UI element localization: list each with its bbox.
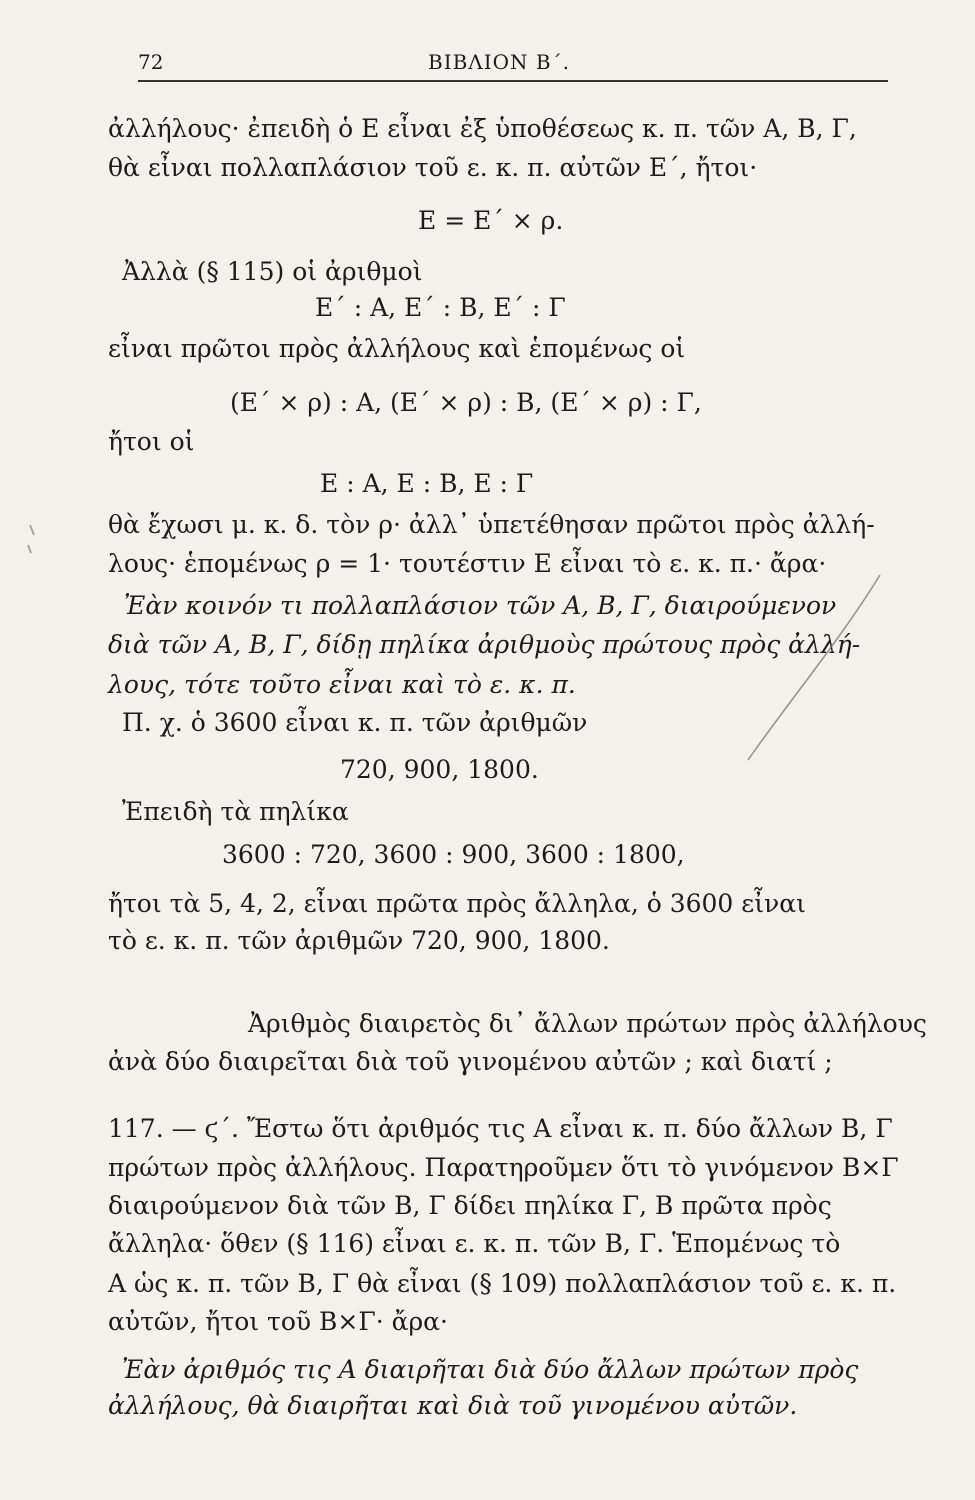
equation-line: 3600 : 720, 3600 : 900, 3600 : 1800, — [222, 840, 685, 869]
text-line: Α ὡς κ. π. τῶν Β, Γ θὰ εἶναι (§ 109) πολλαπλάσιον τοῦ ε. κ. π. — [108, 1269, 897, 1298]
page-number: 72 — [138, 50, 164, 74]
text-line: αὐτῶν, ἤτοι τοῦ Β×Γ· ἄρα· — [108, 1307, 448, 1336]
text-line: ἤτοι τὰ 5, 4, 2, εἶναι πρῶτα πρὸς ἄλληλα, ὁ 3600 εἶναι — [108, 889, 806, 918]
section-start-line: 117. — ϛ΄. Ἔστω ὅτι ἀριθμός τις Α εἶναι κ. π. δύο ἄλλων Β, Γ — [108, 1114, 893, 1143]
equation-line: Ε : Α, Ε : Β, Ε : Γ — [320, 469, 534, 498]
text-line: ἄλληλα· ὅθεν (§ 116) εἶναι ε. κ. π. τῶν Β, Γ. Ἑπομένως τὸ — [108, 1229, 841, 1258]
text-line: Ἀλλὰ (§ 115) οἱ ἀριθμοὶ — [122, 257, 423, 286]
text-line: διαιρούμενον διὰ τῶν Β, Γ δίδει πηλίκα Γ, Β πρῶτα πρὸς — [108, 1191, 832, 1220]
theorem-line: ἀλλήλους, θὰ διαιρῆται καὶ διὰ τοῦ γινομένου αὐτῶν. — [108, 1391, 798, 1420]
text-line: τὸ ε. κ. π. τῶν ἀριθμῶν 720, 900, 1800. — [108, 926, 610, 955]
exercise-line: Ἀριθμὸς διαιρετὸς δι᾽ ἄλλων πρώτων πρὸς ἀλλήλους — [248, 1009, 927, 1038]
text-line: Ἐπειδὴ τὰ πηλίκα — [122, 797, 349, 826]
exercise-line: ἀνὰ δύο διαιρεῖται διὰ τοῦ γινομένου αὐτῶν ; καὶ διατί ; — [108, 1047, 833, 1076]
text-line: Π. χ. ὁ 3600 εἶναι κ. π. τῶν ἀριθμῶν — [122, 708, 588, 737]
text-line: θὰ εἶναι πολλαπλάσιον τοῦ ε. κ. π. αὐτῶν Ε΄, ἤτοι· — [108, 153, 758, 182]
text-line: ἀλλήλους· ἐπειδὴ ὁ Ε εἶναι ἐξ ὑποθέσεως κ. π. τῶν Α, Β, Γ, — [108, 114, 857, 143]
page-header — [138, 44, 888, 82]
theorem-line: διὰ τῶν Α, Β, Γ, δίδῃ πηλίκα ἀριθμοὺς πρώτους πρὸς ἀλλή- — [108, 630, 861, 659]
equation-line: Ε = Ε΄ × ρ. — [418, 206, 564, 235]
text-line: λους· ἑπομένως ρ = 1· τουτέστιν Ε εἶναι τὸ ε. κ. π.· ἄρα· — [108, 549, 827, 578]
theorem-line: Ἐὰν ἀριθμός τις Α διαιρῆται διὰ δύο ἄλλων πρώτων πρὸς — [122, 1355, 859, 1384]
theorem-line: λους, τότε τοῦτο εἶναι καὶ τὸ ε. κ. π. — [108, 670, 576, 699]
equation-line: (Ε΄ × ρ) : Α, (Ε΄ × ρ) : Β, (Ε΄ × ρ) : Γ, — [230, 388, 702, 417]
text-line: ἤτοι οἱ — [108, 427, 195, 456]
equation-line: Ε΄ : Α, Ε΄ : Β, Ε΄ : Γ — [315, 293, 566, 322]
running-head: ΒΙΒΛΙΟΝ Β΄. — [428, 50, 570, 74]
text-line: εἶναι πρῶτοι πρὸς ἀλλήλους καὶ ἑπομένως οἱ — [108, 334, 686, 363]
text-line: πρώτων πρὸς ἀλλήλους. Παρατηροῦμεν ὅτι τὸ γινόμενον Β×Γ — [108, 1153, 899, 1182]
theorem-line: Ἐὰν κοινόν τι πολλαπλάσιον τῶν Α, Β, Γ, διαιρούμενον — [124, 591, 837, 620]
equation-line: 720, 900, 1800. — [340, 755, 539, 784]
text-line: θὰ ἔχωσι μ. κ. δ. τὸν ρ· ἀλλ᾽ ὑπετέθησαν πρῶτοι πρὸς ἀλλή- — [108, 510, 875, 539]
